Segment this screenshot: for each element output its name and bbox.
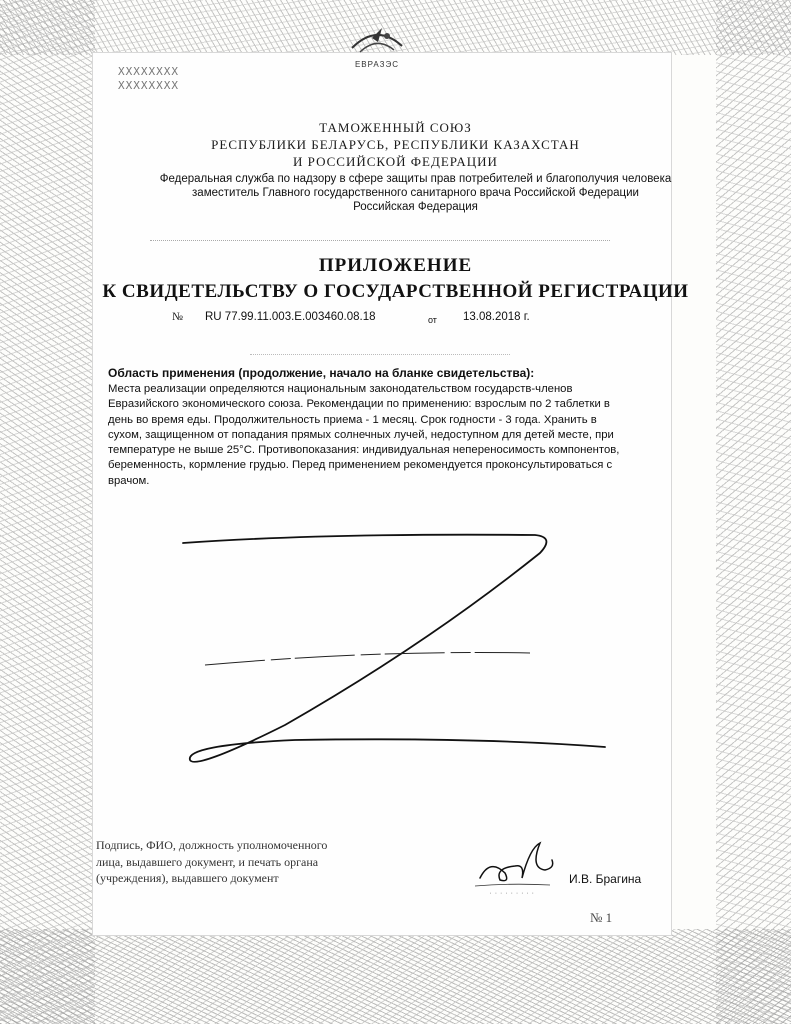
scan-noise-bottom	[0, 929, 791, 1024]
authority-line-2: заместитель Главного государственного санитарного врача Российской Федерации	[192, 187, 639, 199]
stamp-code-line: XXXXXXXX	[118, 65, 179, 78]
body-line: врачом.	[108, 474, 150, 487]
divider	[250, 354, 510, 356]
section-title: Область применения (продолжение, начало на бланке свидетельства):	[108, 366, 535, 380]
blank-space-z-stroke	[175, 525, 625, 775]
date-prefix: от	[428, 315, 437, 325]
union-line-3: И РОССИЙСКОЙ ФЕДЕРАЦИИ	[293, 154, 498, 169]
signature-caption-line: лица, выдавшего документ, и печать органа	[96, 854, 319, 869]
emblem-label: ЕВРАЗЭС	[354, 60, 400, 69]
body-text	[108, 382, 648, 489]
body-line: беременность, кормление грудью. Перед применением рекомендуется проконсультироваться с	[108, 459, 613, 472]
union-line-1: ТАМОЖЕННЫЙ СОЮЗ	[319, 120, 472, 135]
authority-line-3: Российская Федерация	[353, 201, 478, 213]
body-line: Места реализации определяются национальным законодательством государств-членов	[108, 383, 573, 395]
signer-name: И.В. Брагина	[569, 872, 642, 886]
divider	[150, 240, 610, 242]
signature-caption	[96, 837, 416, 887]
number-sign: №	[172, 311, 183, 323]
signature-caption-line: (учреждения), выдавшего документ	[96, 871, 279, 885]
page-number: № 1	[590, 910, 613, 925]
document-title: ПРИЛОЖЕНИЕ	[318, 255, 473, 276]
stamp-code-line: XXXXXXXX	[118, 79, 179, 92]
handwritten-signature	[470, 838, 560, 898]
signature-caption-line: Подпись, ФИО, должность уполномоченного	[96, 838, 328, 852]
registration-number: RU 77.99.11.003.E.003460.08.18	[205, 311, 376, 323]
body-line: температуре не выше 25°С. Противопоказания: индивидуальная непереносимость компонентов,	[108, 444, 620, 457]
signature-stamp-text: · · · · · · · · ·	[489, 890, 535, 897]
registration-date: 13.08.2018 г.	[463, 311, 530, 323]
document-subtitle: К СВИДЕТЕЛЬСТВУ О ГОСУДАРСТВЕННОЙ РЕГИСТРАЦИИ	[102, 281, 689, 302]
body-line: сухом, защищенном от попадания прямых солнечных лучей, недоступном для детей месте, при	[108, 428, 614, 441]
union-line-2: РЕСПУБЛИКИ БЕЛАРУСЬ, РЕСПУБЛИКИ КАЗАХСТАН	[211, 137, 580, 152]
body-line: Евразийского экономического союза. Рекомендации по применению: взрослым по 2 таблетки в	[108, 398, 610, 411]
authority-line-1: Федеральная служба по надзору в сфере защиты прав потребителей и благополучия человека	[159, 173, 672, 185]
body-line: день во время еды. Продолжительность приема - 1 месяц. Срок годности - 3 года. Хранить в	[108, 413, 597, 426]
stamp-code	[118, 65, 226, 101]
